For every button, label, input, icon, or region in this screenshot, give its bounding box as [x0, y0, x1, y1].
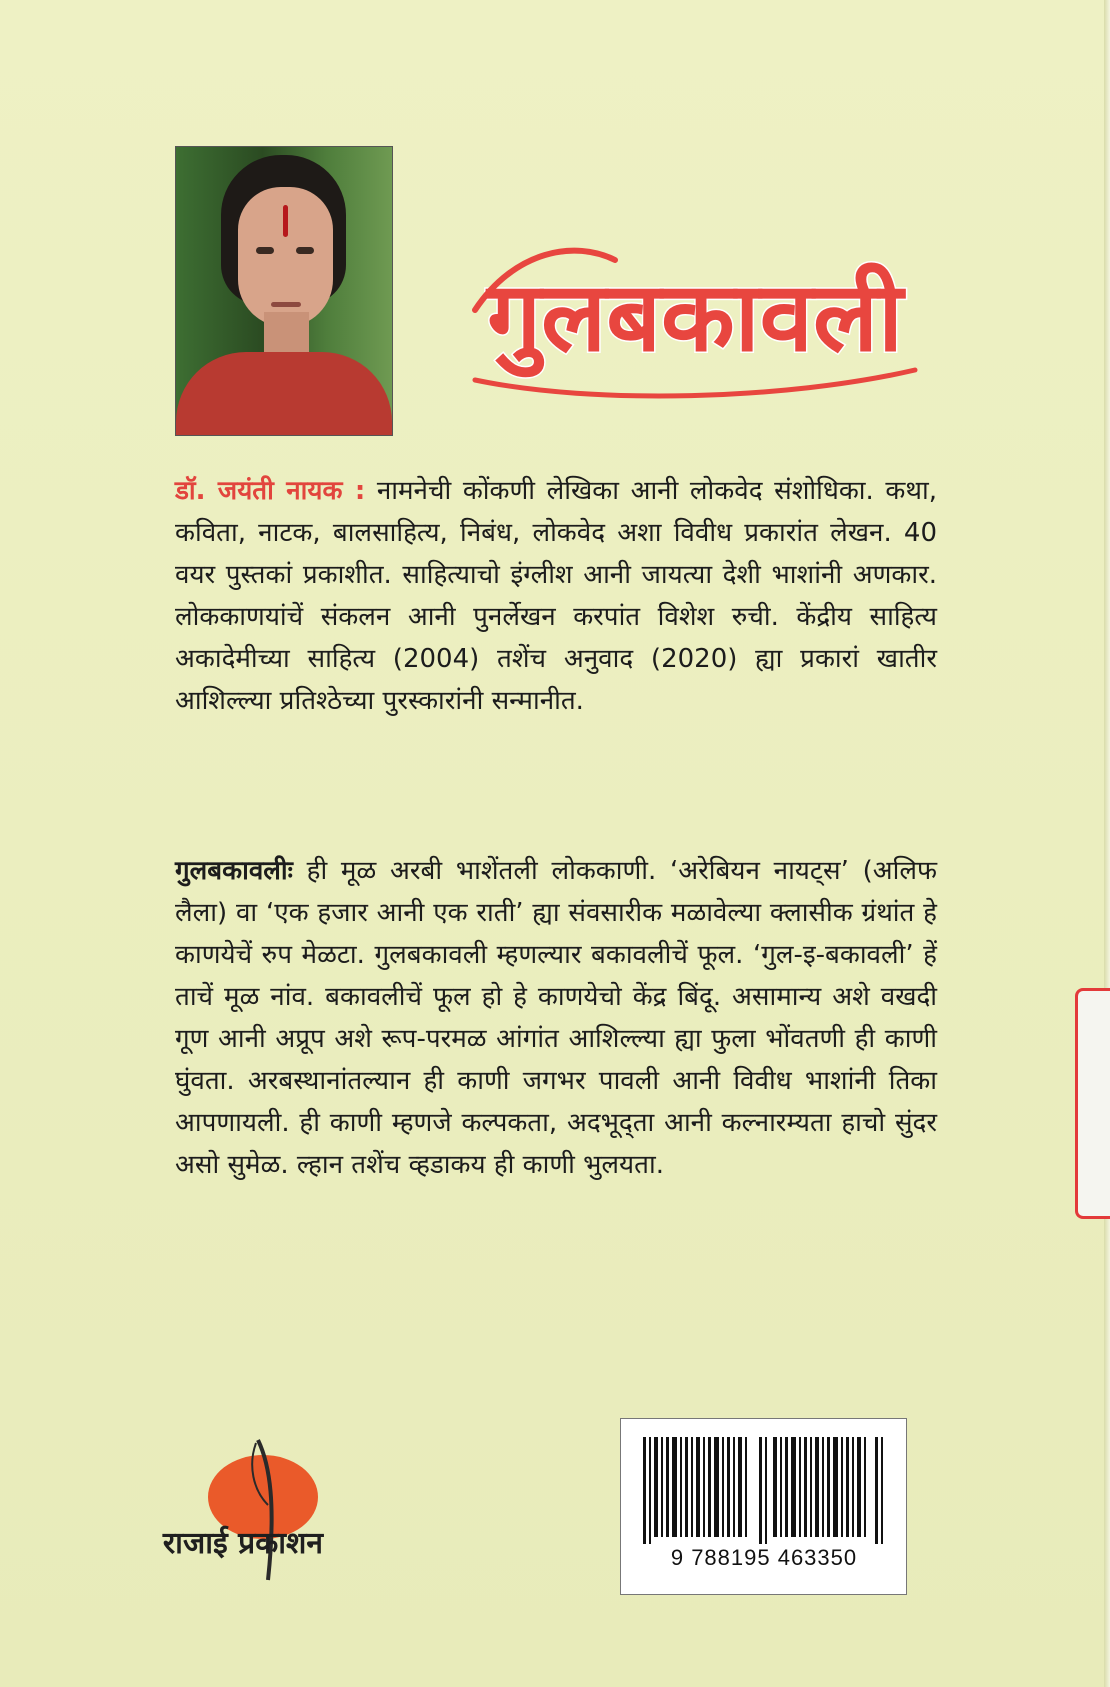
- book-title-text: गुलबकावली: [487, 261, 903, 373]
- book-desc-label: गुलबकावलीः: [175, 856, 293, 886]
- isbn-number: 9 788195 463350: [670, 1545, 858, 1570]
- author-bio: [175, 470, 937, 722]
- book-description: [175, 850, 937, 1186]
- cover-edge: [1104, 0, 1110, 1687]
- isbn-barcode: [620, 1418, 907, 1595]
- book-desc-text: ही मूळ अरबी भाशेंतली लोककाणी. ‘अरेबियन नायट्स’ (अलिफ लैला) वा ‘एक हजार आनी एक राती’ ह्या संवसारीक मळावेल्या क्लासीक ग्रंथांत हे काणयेचें रुप मेळटा. गुलबकावली म्हणल्यार बकावलीचें फूल. ‘गुल-इ-बकावली’ हें ताचें मूळ नांव. बकावलीचें फूल हो हे काणयेचो केंद्र बिंदू. असामान्य अशे वखदी गूण आनी अप्रूप अशे रूप-परमळ आंगांत आशिल्ल्या ह्या फुला भोंवतणी ही काणी घुंवता. अरबस्थानांतल्यान ही काणी जगभर पावली आनी विवीध भाशांनी तिका आपणायली. ही काणी म्हणजे कल्पकता, अदभूद्‌ता आनी कल्नारम्यता हाचो सुंदर असो सुमेळ. ल्हान तशेंच व्हडाकय ही काणी भुलयता.: [175, 856, 937, 1180]
- bookmark-tab: [1075, 988, 1110, 1219]
- author-photo: [175, 146, 393, 436]
- book-title: [455, 230, 935, 410]
- publisher-logo: [128, 1435, 358, 1585]
- author-bio-text: नामनेची कोंकणी लेखिका आनी लोकवेद संशोधिका. कथा, कविता, नाटक, बालसाहित्य, निबंध, लोकवेद अशा विवीध प्रकारांत लेखन. 40 वयर पुस्तकां प्रकाशीत. साहित्याचो इंग्लीश आनी जायत्या देशी भाशांनी अणकार. लोककाणयांचें संकलन आनी पुनर्लेखन करपांत विशेश रुची. केंद्रीय साहित्य अकादेमीच्या साहित्य (2004) तशेंच अनुवाद (2020) ह्या प्रकारां खातीर आशिल्ल्या प्रतिश्ठेच्या पुरस्कारांनी सन्मानीत.: [175, 476, 937, 716]
- barcode-bars: [621, 1419, 906, 1544]
- publisher-name: राजाई प्रकाशन: [162, 1526, 324, 1561]
- author-name: डॉ. जयंती नायक :: [175, 476, 366, 506]
